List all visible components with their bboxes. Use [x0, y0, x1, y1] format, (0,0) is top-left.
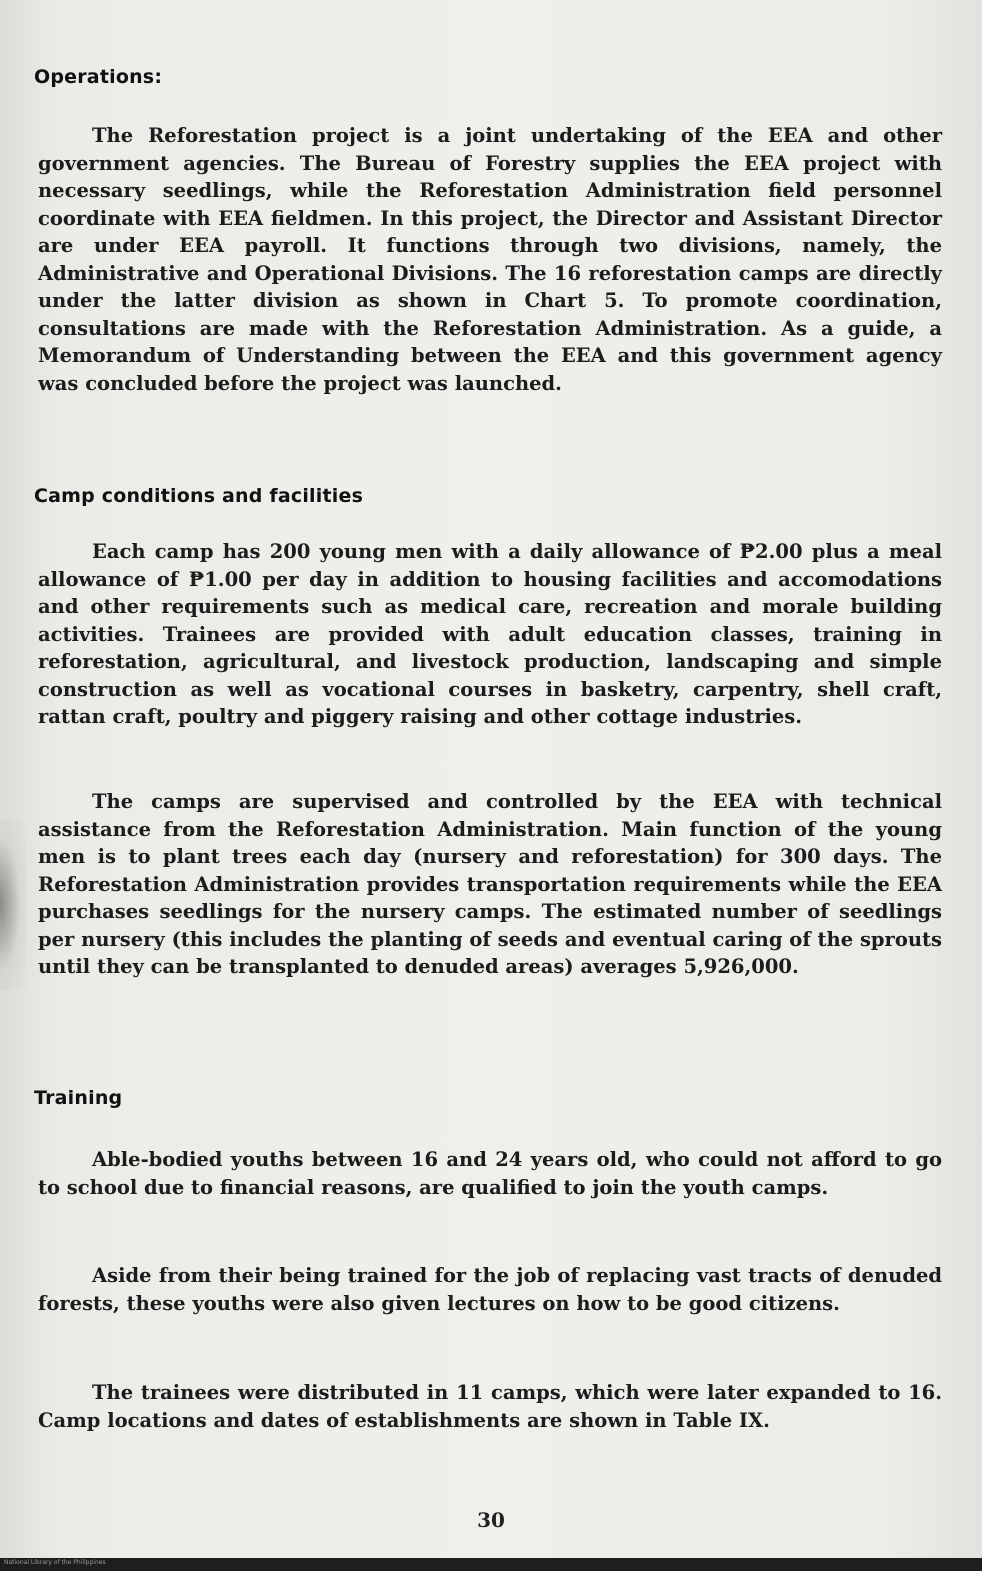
paragraph-training-1: Able-bodied youths between 16 and 24 years old, who could not afford to go to school due to financial reasons, are qualified to join the youth camps. — [38, 1148, 942, 1199]
section-heading-training: Training — [34, 1087, 123, 1109]
paragraph-camp-conditions-1: Each camp has 200 young men with a daily allowance of ₱2.00 plus a meal allowance of ₱1.00 per day in addition to housing facilities and accomodations and other requirements such as medical care, recreation and morale building activities. Trainees are provided with adult education classes, training in reforestation, agricultural, and livestock production, landscaping and simple construction as well as vocational courses in basketry, carpentry, shell craft, rattan craft, poultry and piggery raising and other cottage industries. — [38, 540, 942, 728]
paragraph-camp-conditions-2: The camps are supervised and controlled by the EEA with technical assistance from the Reforestation Administration. Main function of the young men is to plant trees each day (nursery and reforestation) for 300 days. The Reforestation Administration provides transportation requirements while the EEA purchases seedlings for the nursery camps. The estimated number of seedlings per nursery (this includes the planting of seeds and eventual caring of the sprouts until they can be transplanted to denuded areas) averages 5,926,000. — [38, 790, 942, 978]
scan-footer-note: National Library of the Philippines — [4, 1559, 106, 1566]
section-heading-camp-conditions: Camp conditions and facilities — [34, 485, 364, 507]
paragraph-operations: The Reforestation project is a joint undertaking of the EEA and other government agencies. The Bureau of Forestry supplies the EEA project with necessary seedlings, while the Reforestation Administration field personnel coordinate with EEA fieldmen. In this project, the Director and Assistant Director are under EEA payroll. It functions through two divisions, namely, the Administrative and Operational Divisions. The 16 reforestation camps are directly under the latter division as shown in Chart 5. To promote coordination, consultations are made with the Reforestation Administration. As a guide, a Memorandum of Understanding between the EEA and this government agency was concluded before the project was launched. — [38, 124, 942, 395]
paragraph-training-2: Aside from their being trained for the job of replacing vast tracts of denuded forests, these youths were also given lectures on how to be good citizens. — [38, 1264, 942, 1315]
page-number: 30 — [477, 1508, 505, 1532]
paragraph-training-3: The trainees were distributed in 11 camps, which were later expanded to 16. Camp locations and dates of establishments are shown in Table IX. — [38, 1381, 942, 1432]
section-heading-operations: Operations: — [34, 66, 163, 88]
binding-shadow — [0, 820, 26, 990]
scan-footer-strip — [0, 1558, 982, 1571]
